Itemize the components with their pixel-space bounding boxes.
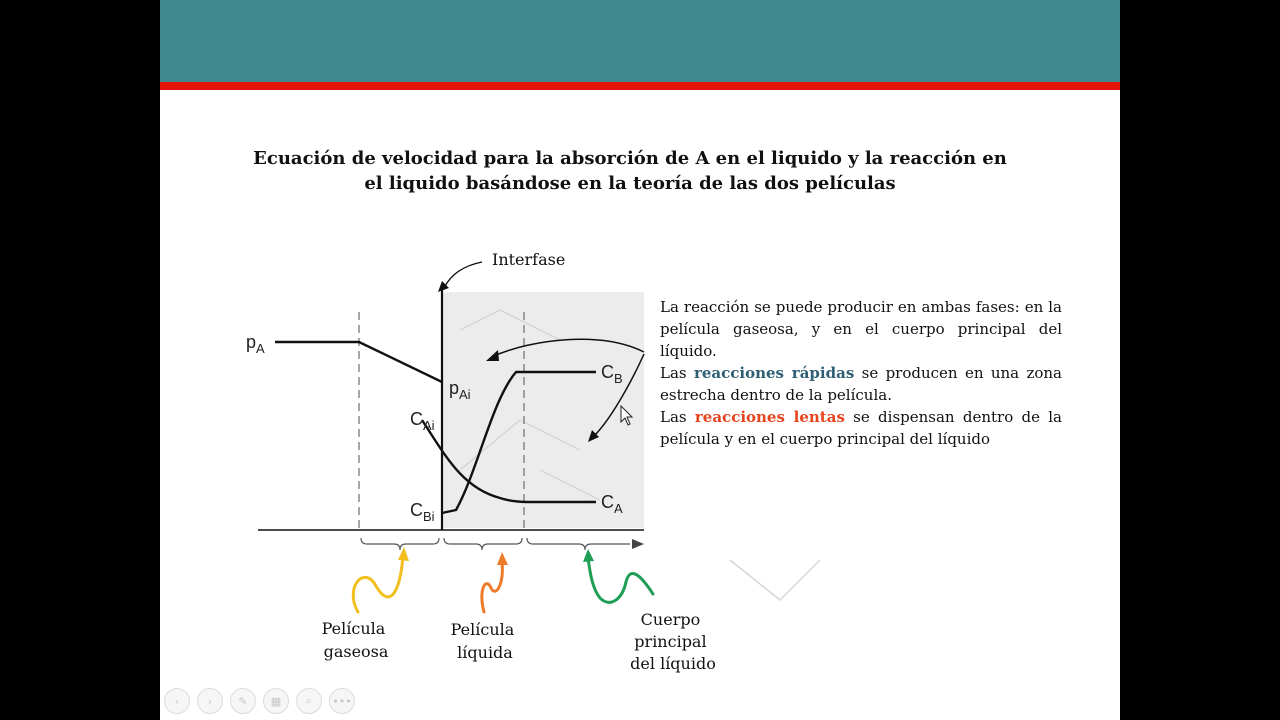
description-paragraph-2: Las reacciones rápidas se producen en una zona estrecha dentro de la película. — [660, 364, 1062, 404]
liquid-film-label: Película líquida — [450, 620, 515, 662]
pA-label: $p_A$ — [246, 332, 265, 356]
pAi-label: $p_{Ai}$ — [449, 378, 471, 402]
slide-title-line-2: el liquido basándose en la teoría de las dos películas — [364, 173, 896, 194]
pA-concentration-curve — [275, 342, 442, 382]
interface-pointer-arrow — [444, 262, 482, 288]
fast-reactions-highlight: reacciones rápidas — [693, 364, 855, 382]
CBi-label: $C_{Bi}$ — [410, 500, 435, 524]
magnifier-icon: ⌕ — [305, 694, 313, 707]
more-options-button[interactable] — [329, 688, 355, 714]
liquid-film-brace — [444, 538, 522, 550]
next-slide-button[interactable] — [197, 688, 223, 714]
mouse-pointer-icon — [620, 405, 634, 427]
CAi-label: $C_{Ai}$ — [410, 409, 435, 433]
gas-film-brace — [361, 538, 439, 550]
bulk-liquid-label: Cuerpo principal del líquido — [630, 610, 716, 673]
slide-title-line-1: Ecuación de velocidad para la absorción de A en el liquido y la reacción en — [253, 148, 1007, 169]
description-text — [660, 296, 1062, 450]
bulk-liquid-annotation-arrowhead — [583, 549, 594, 562]
bulk-liquid-brace-arrowhead — [632, 539, 644, 549]
presentation-controls — [164, 688, 355, 714]
pen-tool-button[interactable] — [230, 688, 256, 714]
pen-icon: ✎ — [238, 694, 248, 708]
previous-slide-button[interactable] — [164, 688, 190, 714]
liquid-film-annotation-arrow — [482, 562, 502, 612]
bulk-liquid-annotation-arrow — [588, 558, 653, 602]
CB-label: $C_B$ — [601, 362, 623, 386]
gas-film-label: Película gaseosa — [321, 619, 389, 661]
gas-film-annotation-arrow — [353, 556, 403, 612]
liquid-film-annotation-arrowhead — [497, 552, 508, 565]
grid-icon: ▦ — [270, 694, 282, 708]
bulk-liquid-brace — [527, 538, 630, 550]
zoom-button[interactable] — [296, 688, 322, 714]
more-icon: ••• — [332, 694, 352, 708]
slides-grid-button[interactable] — [263, 688, 289, 714]
slide — [160, 0, 1120, 720]
chevron-left-icon: ‹ — [174, 694, 180, 708]
CA-label: $C_A$ — [601, 492, 623, 516]
interface-label: Interfase — [492, 250, 566, 269]
description-paragraph-3: Las reacciones lentas se dispensan dentro de la película y en el cuerpo principal del líquido — [660, 408, 1063, 448]
description-paragraph-1: La reacción se puede producir en ambas fases: en la película gaseosa, y en el cuerpo principal del líquido. — [660, 298, 1062, 360]
slow-reactions-highlight: reacciones lentas — [694, 408, 845, 426]
chevron-right-icon: › — [207, 694, 213, 708]
